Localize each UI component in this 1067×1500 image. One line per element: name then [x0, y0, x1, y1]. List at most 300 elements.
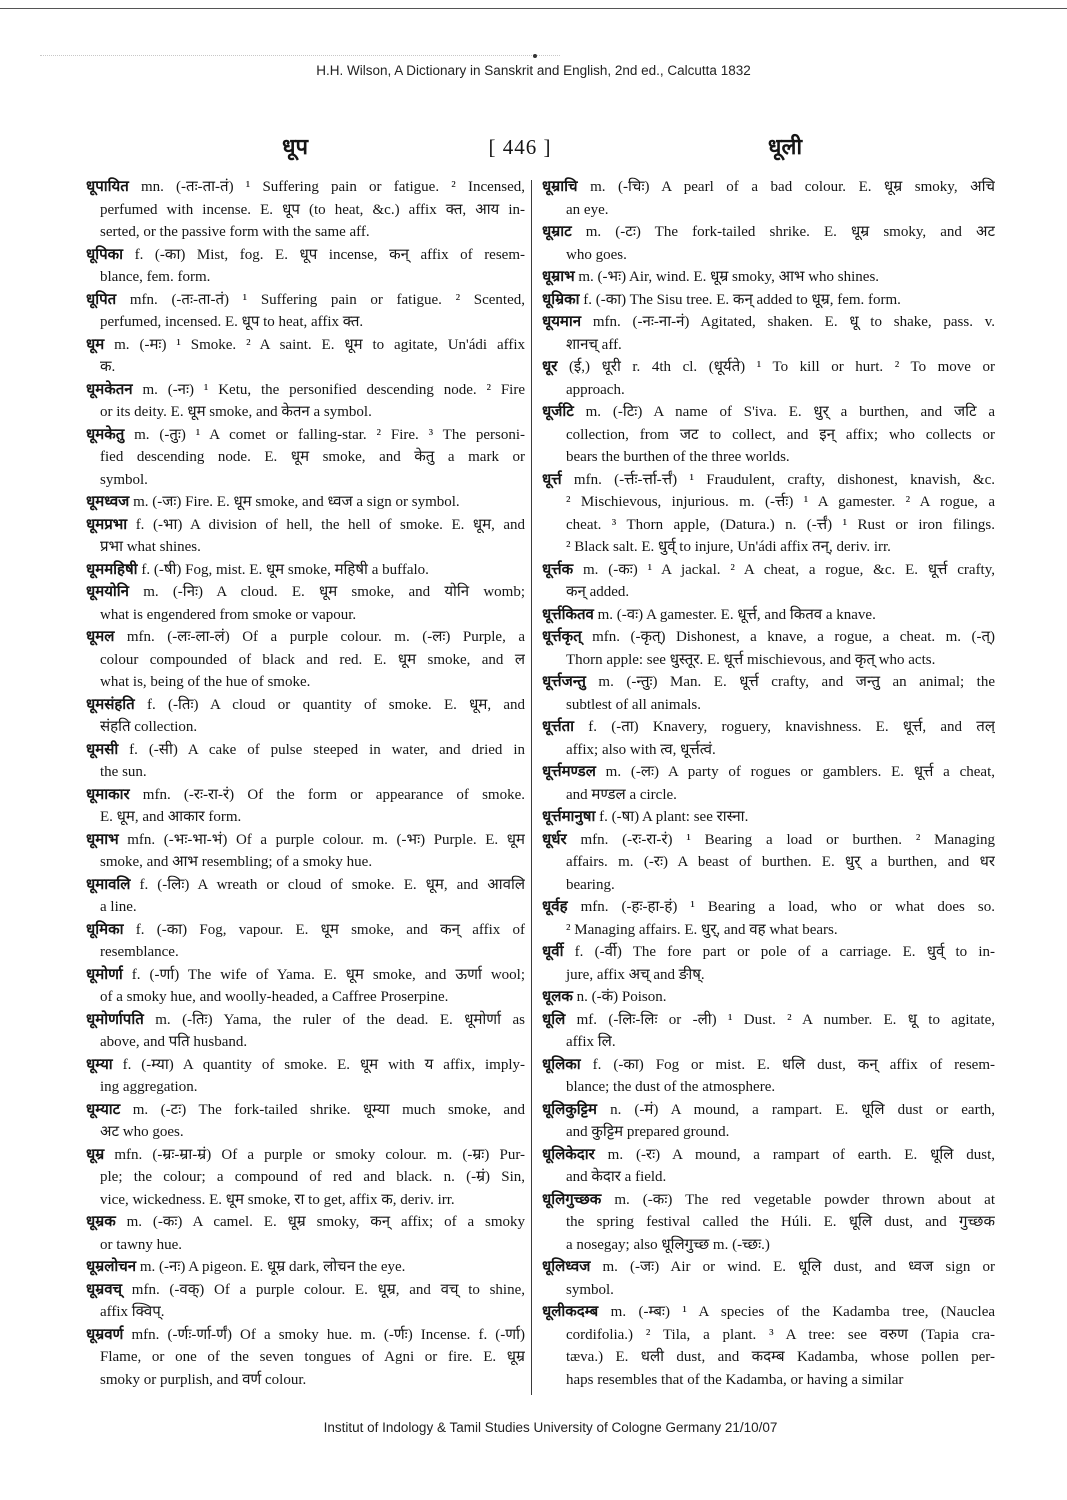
entry-continuation-line	[542, 334, 995, 357]
headword: धूमावलि	[86, 876, 131, 893]
dictionary-entry	[86, 491, 525, 514]
headword: धूम्रवर्ण	[86, 1326, 124, 1343]
entry-continuation-line	[86, 716, 525, 739]
dictionary-entry	[86, 964, 525, 1009]
definition-text: m. (-टः) The fork-tailed shrike. E. धूम्र smoky, and अट	[585, 224, 995, 240]
definition-text: what is engendered from smoke or vapour.	[100, 606, 357, 623]
entry-head-line	[542, 941, 995, 964]
entry-continuation-line	[542, 874, 995, 897]
entry-continuation-line	[86, 469, 525, 492]
entry-head-line	[86, 1256, 525, 1279]
definition-text: above, and पति husband.	[100, 1034, 248, 1050]
entry-continuation-line	[542, 491, 995, 514]
headword: धूम्राभ	[542, 269, 575, 285]
headword: धूम्रिका	[542, 291, 580, 308]
entry-continuation-line	[542, 199, 995, 222]
entry-continuation-line	[86, 986, 525, 1009]
definition-text: who goes.	[566, 246, 627, 263]
entry-continuation-line	[542, 694, 995, 717]
dictionary-entry	[542, 604, 995, 627]
entry-head-line	[542, 289, 995, 312]
entry-head-line	[542, 806, 995, 829]
definition-text: f. (-का) Mist, fog. E. धूप incense, कन् affix of resem-	[134, 246, 525, 263]
definition-text: mfn. (-कृत्) Dishonest, a knave, a rogue, a cheat. m. (-त्)	[592, 629, 995, 645]
definition-text: m. (-मः) ¹ Smoke. ² A saint. E. धूम to agitate, Un'ádi affix	[114, 336, 525, 353]
dictionary-entry	[86, 1054, 525, 1099]
entry-head-line	[542, 559, 995, 582]
entry-continuation-line	[542, 446, 995, 469]
dictionary-entry	[542, 716, 995, 761]
entry-continuation-line	[542, 784, 995, 807]
definition-text: mfn. (-लः-ला-लं) Of a purple colour. m. (-लः) Purple, a	[126, 629, 525, 645]
definition-text: m. (-टः) The fork-tailed shrike. धूम्या much smoke, and	[132, 1101, 525, 1118]
entry-head-line	[542, 1189, 995, 1212]
dictionary-entry	[542, 289, 995, 312]
page-number: [ 446 ]	[488, 135, 552, 159]
dictionary-entry	[86, 289, 525, 334]
headword: धूलिकेदार	[542, 1146, 595, 1163]
definition-text: f. (-षा) A plant: see रास्ना.	[599, 809, 749, 825]
definition-text: mn. (-तः-ता-तं) ¹ Suffering pain or fatigue. ² Incensed,	[140, 179, 525, 195]
headword: धूर्त्तमण्डल	[542, 764, 596, 780]
entry-head-line	[86, 334, 525, 357]
entry-continuation-line	[86, 896, 525, 919]
definition-text: m. (-जः) Air or wind. E. धूलि dust, and ध्वज sign or	[602, 1259, 995, 1275]
entry-continuation-line	[86, 1166, 525, 1189]
headword: धूलिकुट्टिम	[542, 1101, 597, 1118]
dictionary-entry	[542, 896, 995, 941]
entry-head-line	[542, 986, 995, 1009]
headword: धूलीकदम्ब	[542, 1304, 599, 1320]
dictionary-entry	[86, 1144, 525, 1212]
entry-continuation-line	[86, 446, 525, 469]
dictionary-entry	[86, 244, 525, 289]
entry-continuation-line	[86, 536, 525, 559]
dictionary-entry	[86, 919, 525, 964]
entry-head-line	[86, 559, 525, 582]
headword: धूर्वह	[542, 899, 568, 915]
headword: धूर्वी	[542, 944, 564, 960]
entry-head-line	[86, 829, 525, 852]
definition-text: f. (-का) Fog, vapour. E. धूम smoke, and कन् affix of	[135, 921, 525, 938]
entry-head-line	[542, 1099, 995, 1122]
headword: धूर्त्तकृत्	[542, 629, 582, 645]
dictionary-entry	[86, 334, 525, 379]
definition-text: the spring festival called the Húli. E. धूलि dust, and गुच्छक	[566, 1214, 995, 1230]
definition-text: m. (-टिः) A name of S'iva. E. धुर् a burthen, and जटि a	[585, 404, 995, 420]
definition-text: symbol.	[566, 1281, 614, 1298]
entry-head-line	[86, 1144, 525, 1167]
entry-continuation-line	[86, 806, 525, 829]
headword: धूपायित	[86, 179, 129, 195]
guide-word-right: धूली	[767, 134, 803, 159]
definition-text: colour compounded of black and red. E. धूम smoke, and ल	[100, 651, 525, 668]
definition-text: affix; also with त्व, धूर्त्तत्वं.	[566, 741, 716, 758]
entry-head-line	[86, 1099, 525, 1122]
definition-text: or its deity. E. धूम smoke, and केतन a symbol.	[100, 404, 372, 420]
definition-text: शानच् aff.	[566, 336, 622, 353]
headword: धूमकेतन	[86, 381, 133, 398]
definition-text: resemblance.	[100, 944, 179, 960]
definition-text: ² Mischievous, injurious. m. (-र्त्तः) ¹ A gamester. ² A rogue, a	[566, 494, 995, 510]
entry-continuation-line	[542, 1031, 995, 1054]
entry-head-line	[86, 1009, 525, 1032]
entry-continuation-line	[542, 964, 995, 987]
headword: धूर्त्तजन्तु	[542, 674, 586, 690]
headword: धूर्त्तता	[542, 719, 575, 735]
dictionary-entry	[542, 559, 995, 604]
headword: धूमाभ	[86, 831, 119, 848]
entry-head-line	[86, 244, 525, 267]
definition-text: Thorn apple: see धुस्तूर. E. धूर्त्त mischievous, and कृत् who acts.	[566, 651, 936, 668]
entry-head-line	[542, 266, 995, 289]
dictionary-entry	[542, 469, 995, 559]
dictionary-entry	[86, 559, 525, 582]
entry-continuation-line	[542, 244, 995, 267]
definition-text: m. (-न्तुः) Man. E. धूर्त्त crafty, and जन्तु an animal; the	[598, 674, 995, 690]
definition-text: m. (-जः) Fire. E. धूम smoke, and ध्वज a sign or symbol.	[133, 494, 460, 510]
definition-text: tæva.) E. धली dust, and कदम्ब Kadamba, whose pollen per-	[566, 1349, 995, 1365]
source-header: H.H. Wilson, A Dictionary in Sanskrit and English, 2nd ed., Calcutta 1832	[316, 63, 751, 78]
entry-head-line	[86, 1054, 525, 1077]
scan-artifact-dot	[533, 54, 537, 58]
entry-head-line	[86, 1279, 525, 1302]
definition-text: smoke, and आभ resembling; of a smoky hue.	[100, 854, 373, 870]
definition-text: and मण्डल a circle.	[566, 786, 677, 803]
dictionary-entry	[542, 1144, 995, 1189]
dictionary-entry	[86, 176, 525, 244]
definition-text: m. (-नः) A pigeon. E. धूम्र dark, लोचन the eye.	[139, 1259, 406, 1275]
definition-text: fied descending node. E. धूम smoke, and केतु a mark or	[100, 449, 525, 465]
entry-head-line	[542, 1256, 995, 1279]
definition-text: mfn. (-वक्) Of a purple colour. E. धूम्र, and वच् to shine,	[131, 1281, 525, 1298]
definition-text: m. (-कः) The red vegetable powder thrown about at	[614, 1191, 995, 1208]
headword: धूर्त्तक	[542, 561, 574, 578]
headword: धूमध्वज	[86, 494, 130, 510]
definition-text: f. (-का) Fog or mist. E. धलि dust, कन् affix of resem-	[592, 1056, 995, 1073]
left-column	[86, 176, 525, 1391]
headword: धूर्जटि	[542, 404, 574, 420]
entry-continuation-line	[542, 379, 995, 402]
definition-text: bearing.	[566, 876, 615, 893]
definition-text: mfn. (-तः-ता-तं) ¹ Suffering pain or fatigue. ² Scented,	[129, 291, 525, 308]
headword: धूमयोनि	[86, 584, 129, 600]
entry-head-line	[86, 424, 525, 447]
entry-continuation-line	[542, 649, 995, 672]
definition-text: mf. (-लिः-लिः or -ली) ¹ Dust. ² A number. E. धू to agitate,	[576, 1011, 995, 1028]
entry-continuation-line	[542, 1369, 995, 1392]
entry-head-line	[86, 379, 525, 402]
headword: धूमोर्णा	[86, 966, 123, 983]
headword: धूममहिषी	[86, 561, 138, 578]
entry-continuation-line	[86, 649, 525, 672]
dictionary-entry	[542, 829, 995, 897]
dictionary-entry	[542, 356, 995, 401]
dictionary-entry	[86, 1324, 525, 1392]
definition-text: and केदार a field.	[566, 1169, 667, 1185]
dictionary-entry	[542, 941, 995, 986]
headword: धूम	[86, 336, 105, 353]
dictionary-entry	[542, 1301, 995, 1391]
entry-head-line	[542, 604, 995, 627]
dictionary-entry	[86, 1009, 525, 1054]
definition-text: f. (-का) The Sisu tree. E. कन् added to धूम्र, fem. form.	[583, 291, 901, 308]
entry-head-line	[86, 514, 525, 537]
entry-head-line	[542, 176, 995, 199]
definition-text: f. (-भा) A division of hell, the hell of smoke. E. धूम, and	[135, 516, 525, 533]
definition-text: m. (-तुः) ¹ A comet or falling-star. ² Fire. ³ The personi-	[134, 426, 525, 443]
dictionary-entry	[542, 671, 995, 716]
dictionary-entry	[86, 1211, 525, 1256]
definition-text: f. (-सी) A cake of pulse steeped in water, and dried in	[129, 741, 525, 758]
definition-text: mfn. (-नः-ना-नं) Agitated, shaken. E. धू to shake, pass. v.	[592, 314, 995, 330]
headword: धूलि	[542, 1011, 566, 1028]
definition-text: f. (-र्वी) The fore part or pole of a carriage. E. धुर्व् to in-	[574, 944, 995, 960]
entry-head-line	[542, 1301, 995, 1324]
definition-text: m. (-भः) Air, wind. E. धूम्र smoky, आभ who shines.	[578, 269, 880, 285]
entry-head-line	[86, 1211, 525, 1234]
definition-text: subtlest of all animals.	[566, 696, 701, 713]
definition-text: affix क्विप्.	[100, 1304, 165, 1320]
definition-text: Flame, or one of the seven tongues of Agni or fire. E. धूम्र	[100, 1349, 525, 1365]
headword: धूम्राट	[542, 224, 572, 240]
definition-text: or tawny hue.	[100, 1236, 183, 1253]
definition-text: E. धूम, and आकार form.	[100, 809, 242, 825]
definition-text: ing aggregation.	[100, 1079, 198, 1095]
headword: धूर्त्तमानुषा	[542, 809, 596, 825]
headword: धूयमान	[542, 314, 582, 330]
definition-text: f. (-म्या) A quantity of smoke. E. धूम with य affix, imply-	[122, 1056, 525, 1073]
definition-text: f. (-षी) Fog, mist. E. धूम smoke, महिषी a buffalo.	[141, 561, 429, 578]
definition-text: m. (-लः) A party of rogues or gamblers. E. धूर्त्त a cheat,	[605, 764, 995, 780]
entry-continuation-line	[542, 739, 995, 762]
headword: धूम्रवच्	[86, 1281, 123, 1298]
dictionary-entry	[542, 986, 995, 1009]
dictionary-entry	[86, 1099, 525, 1144]
definition-text: perfumed with incense. E. धूप (to heat, &c.) affix क्त, आय in-	[100, 201, 525, 218]
definition-text: bears the burthen of the three worlds.	[566, 449, 790, 465]
right-column	[542, 176, 995, 1391]
headword: धूमप्रभा	[86, 516, 128, 533]
definition-text: m. (-चिः) A pearl of a bad colour. E. धूम्र smoky, अचि	[590, 179, 995, 195]
definition-text: mfn. (-भः-भा-भं) Of a purple colour. m. (-भः) Purple. E. धूम	[127, 831, 525, 848]
definition-text: cordifolia.) ² Tila, a plant. ³ A tree: see वरुण (Tapia cra-	[566, 1326, 995, 1343]
definition-text: serted, or the passive form with the same aff.	[100, 224, 370, 240]
definition-text: mfn. (-रः-रा-रं) ¹ Bearing a load or burthen. ² Managing	[580, 831, 995, 848]
entry-continuation-line	[542, 1279, 995, 1302]
dictionary-entry	[86, 829, 525, 874]
entry-continuation-line	[86, 604, 525, 627]
dictionary-entry	[542, 266, 995, 289]
dictionary-entry	[86, 874, 525, 919]
headword: धूर्धर	[542, 831, 567, 848]
definition-text: m. (-निः) A cloud. E. धूम smoke, and योनि womb;	[143, 584, 525, 600]
definition-text: mfn. (-म्रः-म्रा-म्रं) Of a purple or smoky colour. m. (-म्रः) Pur-	[114, 1146, 525, 1163]
definition-text: f. (-तिः) A cloud or quantity of smoke. E. धूम, and	[147, 696, 525, 713]
headword: धूमसी	[86, 741, 119, 758]
entry-head-line	[542, 716, 995, 739]
guide-word-left: धूप	[281, 134, 309, 159]
headword: धूलिध्वज	[542, 1259, 591, 1275]
headword: धूर्त्त	[542, 471, 562, 488]
definition-text: a nosegay; also धूलिगुच्छ m. (-च्छः.)	[566, 1236, 770, 1253]
definition-text: m. (-तिः) Yama, the ruler of the dead. E. धूमोर्णा as	[155, 1011, 525, 1028]
definition-text: collection, from जट to collect, and इन् affix; who collects or	[566, 426, 995, 443]
entry-head-line	[542, 469, 995, 492]
definition-text: ² Black salt. E. धुर्व् to injure, Un'ádi affix तन्, deriv. irr.	[566, 539, 891, 555]
definition-text: क.	[100, 359, 116, 375]
entry-continuation-line	[542, 1211, 995, 1234]
entry-continuation-line	[542, 424, 995, 447]
definition-text: the sun.	[100, 764, 147, 780]
definition-text: mfn. (-रः-रा-रं) Of the form or appearance of smoke.	[142, 786, 525, 803]
entry-continuation-line	[86, 356, 525, 379]
dictionary-entry	[86, 784, 525, 829]
entry-continuation-line	[86, 1189, 525, 1212]
headword: धूमल	[86, 629, 115, 645]
definition-text: प्रभा what shines.	[100, 539, 201, 555]
headword: धूलिगुच्छक	[542, 1191, 602, 1208]
entry-continuation-line	[86, 761, 525, 784]
definition-text: mfn. (-हः-हा-हं) ¹ Bearing a load, who or what does so.	[580, 899, 995, 915]
dictionary-entry	[86, 1279, 525, 1324]
definition-text: perfumed, incensed. E. धूप to heat, affix क्त.	[100, 314, 364, 330]
entry-head-line	[542, 356, 995, 379]
definition-text: cheat. ³ Thorn apple, (Datura.) n. (-र्त्तं) ¹ Rust or iron filings.	[566, 516, 995, 533]
entry-head-line	[86, 1324, 525, 1347]
headword: धूमिका	[86, 921, 124, 938]
entry-head-line	[86, 581, 525, 604]
definition-text: symbol.	[100, 471, 148, 488]
entry-continuation-line	[86, 401, 525, 424]
entry-head-line	[542, 829, 995, 852]
entry-head-line	[86, 874, 525, 897]
definition-text: m. (-कः) A camel. E. धूम्र smoky, कन् affix; of a smoky	[126, 1214, 525, 1230]
definition-text: संहति collection.	[100, 719, 198, 735]
definition-text: and कुट्टिम prepared ground.	[566, 1124, 730, 1140]
definition-text: m. (-म्बः) ¹ A species of the Kadamba tree, (Nauclea	[610, 1304, 995, 1320]
definition-text: (ई,) धूरी r. 4th cl. (धूर्यते) ¹ To kill or hurt. ² To move or	[568, 359, 995, 375]
definition-text: a line.	[100, 899, 137, 915]
entry-continuation-line	[542, 1324, 995, 1347]
dictionary-entry	[542, 1009, 995, 1054]
definition-text: haps resembles that of the Kadamba, or having a similar	[566, 1371, 904, 1388]
headword: धूमोर्णापति	[86, 1011, 144, 1028]
dictionary-entry	[542, 1099, 995, 1144]
definition-text: m. (-रः) A mound, a rampart of earth. E. धूलि dust,	[607, 1146, 995, 1163]
headword: धूम्या	[86, 1056, 113, 1073]
definition-text: what is, being of the hue of smoke.	[100, 674, 311, 690]
entry-continuation-line	[86, 1076, 525, 1099]
headword: धूपिका	[86, 246, 124, 263]
entry-continuation-line	[86, 941, 525, 964]
entry-head-line	[542, 896, 995, 919]
dictionary-entry	[542, 176, 995, 221]
entry-continuation-line	[542, 1076, 995, 1099]
entry-continuation-line	[542, 1346, 995, 1369]
top-rule	[0, 8, 1067, 9]
definition-text: n. (-कं) Poison.	[576, 989, 667, 1005]
headword: धूर्त्तकितव	[542, 606, 594, 623]
entry-head-line	[542, 401, 995, 424]
headword: धूलिका	[542, 1056, 581, 1073]
definition-text: f. (-लिः) A wreath or cloud of smoke. E. धूम, and आवलि	[139, 876, 525, 893]
headword: धूम्राचि	[542, 179, 578, 195]
dictionary-entry	[86, 379, 525, 424]
dictionary-entry	[86, 514, 525, 559]
definition-text: mfn. (-र्णः-र्णा-र्णं) Of a smoky hue. m. (-र्णः) Incense. f. (-र्णा)	[131, 1326, 525, 1343]
dictionary-entry	[542, 221, 995, 266]
entry-head-line	[542, 1144, 995, 1167]
headword: धूमसंहति	[86, 696, 135, 713]
headword: धूमकेतु	[86, 426, 125, 443]
dictionary-entry	[542, 1256, 995, 1301]
entry-head-line	[542, 1054, 995, 1077]
entry-head-line	[86, 491, 525, 514]
dictionary-entry	[86, 626, 525, 694]
headword: धूम्याट	[86, 1101, 121, 1118]
entry-head-line	[542, 1009, 995, 1032]
entry-continuation-line	[86, 266, 525, 289]
definition-text: of a smoky hue, and woolly-headed, a Caffree Proserpine.	[100, 989, 449, 1005]
definition-text: ² Managing affairs. E. धुर्, and वह what bears.	[566, 921, 838, 938]
entry-head-line	[542, 626, 995, 649]
dictionary-entry	[86, 694, 525, 739]
definition-text: blance; the dust of the atmosphere.	[566, 1079, 776, 1095]
definition-text: mfn. (-र्त्तः-र्त्ता-र्त्तं) ¹ Fraudulent, crafty, dishonest, knavish, &c.	[573, 471, 995, 488]
headword: धूर	[542, 359, 558, 375]
headword: धूपित	[86, 291, 117, 308]
entry-continuation-line	[542, 851, 995, 874]
entry-head-line	[542, 221, 995, 244]
definition-text: ple; the colour; a compound of red and black. n. (-म्रं) Sin,	[100, 1169, 525, 1185]
definition-text: f. (-र्णा) The wife of Yama. E. धूम smoke, and ऊर्णा wool;	[131, 966, 525, 983]
dictionary-entry	[542, 1054, 995, 1099]
definition-text: vice, wickedness. E. धूम smoke, रा to get, affix क, deriv. irr.	[100, 1191, 455, 1208]
definition-text: smoky or purplish, and वर्ण colour.	[100, 1371, 307, 1388]
entry-continuation-line	[542, 1234, 995, 1257]
entry-continuation-line	[86, 1369, 525, 1392]
definition-text: an eye.	[566, 201, 609, 218]
dictionary-entry	[542, 761, 995, 806]
headword: धूम्र	[86, 1146, 105, 1163]
entry-continuation-line	[86, 1031, 525, 1054]
dictionary-entry	[86, 739, 525, 784]
entry-continuation-line	[86, 1234, 525, 1257]
entry-continuation-line	[86, 851, 525, 874]
dictionary-entry	[542, 401, 995, 469]
entry-continuation-line	[86, 1346, 525, 1369]
definition-text: m. (-नः) ¹ Ketu, the personified descending node. ² Fire	[142, 381, 525, 398]
headword: धूमाकार	[86, 786, 130, 803]
entry-continuation-line	[86, 1301, 525, 1324]
column-divider	[531, 180, 532, 1395]
entry-head-line	[542, 311, 995, 334]
entry-continuation-line	[542, 919, 995, 942]
entry-head-line	[86, 784, 525, 807]
entry-head-line	[86, 964, 525, 987]
entry-continuation-line	[86, 199, 525, 222]
definition-text: m. (-वः) A gamester. E. धूर्त्त, and कितव a knave.	[597, 606, 876, 623]
definition-text: कन् added.	[566, 584, 630, 600]
entry-continuation-line	[542, 514, 995, 537]
entry-continuation-line	[542, 536, 995, 559]
definition-text: affairs. m. (-रः) A beast of burthen. E. धुर् a burthen, and धर	[566, 854, 995, 870]
entry-head-line	[86, 739, 525, 762]
dictionary-entry	[542, 311, 995, 356]
entry-continuation-line	[542, 1166, 995, 1189]
definition-text: affix लि.	[566, 1034, 616, 1050]
